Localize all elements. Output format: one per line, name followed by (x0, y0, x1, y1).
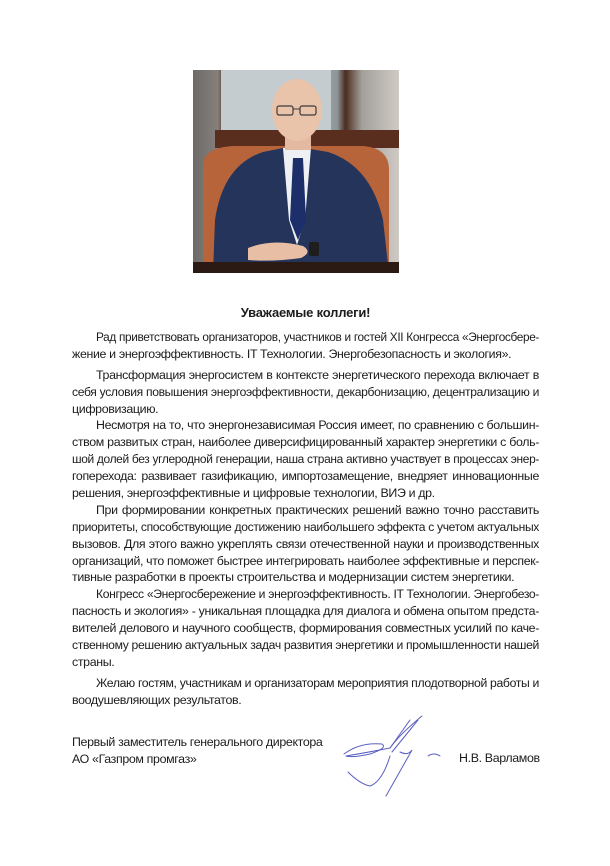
text-line: ством развитых стран, наиболее диверсифицированный характер энергетики с боль- (72, 435, 539, 450)
paragraph (72, 367, 539, 418)
paragraph (72, 329, 539, 363)
hands (248, 242, 308, 260)
text-line: воодушевляющих результатов. (72, 692, 242, 707)
text-line: решения, энергоэффективные и цифровые технологии, ВИЭ и др. (72, 486, 435, 501)
text-line: вителей делового и научного сообществ, формирования совместных усилий по каче- (72, 621, 539, 636)
text-line: тивные разработки в проекты строительства и модернизации систем энергетики. (72, 570, 515, 585)
text-line: Трансформация энергосистем в контексте энергетического перехода включает в (96, 367, 539, 382)
text-line: При формировании конкретных практических решений важно точно расставить (96, 502, 539, 517)
text-line: жение и энергоэффективность. IT Технологии. Энергобезопасность и экология». (72, 346, 512, 361)
letter-body (72, 329, 539, 709)
signer-company: АО «Газпром промгаз» (72, 752, 197, 766)
text-line: страны. (72, 654, 115, 669)
portrait-illustration (193, 70, 399, 273)
portrait-photo (193, 70, 399, 273)
text-line: Несмотря на то, что энергонезависимая Россия имеет, по сравнению с большин- (96, 418, 539, 433)
text-line: шой долей без углеродной генерации, наша страна активно участвует в процессах энер- (72, 452, 539, 467)
signer-title: Первый заместитель генерального директора (72, 735, 323, 749)
text-line: приоритеты, способствующие достижению наибольшего эффекта с учетом актуальных (72, 519, 539, 534)
letter-heading: Уважаемые коллеги! (240, 305, 371, 320)
paragraph (72, 502, 539, 586)
text-line: Рад приветствовать организаторов, участников и гостей XII Конгресса «Энергосбере- (96, 330, 539, 344)
signer-position (72, 734, 322, 768)
text-line: гоперехода: развивает газификацию, импортозамещение, внедряет инновационные (72, 469, 539, 484)
signer-name: Н.В. Варламов (459, 751, 540, 765)
text-line: организаций, что поможет быстрее интегрировать наиболее эффективные и перспек- (72, 553, 539, 568)
handwritten-signature (330, 712, 450, 802)
paragraph (72, 586, 539, 670)
text-line: Желаю гостям, участникам и организаторам мероприятия плодотворной работы и (96, 675, 539, 690)
paragraph (72, 675, 539, 709)
text-line: себя условия повышения энергоэффективности, декарбонизацию, децентрализацию и (72, 384, 539, 399)
signature-stroke (428, 754, 440, 756)
text-line: Конгресс «Энергосбережение и энергоэффективность. IT Технологии. Энергобезо- (96, 587, 539, 602)
watch (309, 242, 319, 256)
head (272, 79, 322, 141)
text-line: пасность и экология» - уникальная площадка для диалога и обмена опытом предста- (72, 604, 539, 619)
signature-stroke (346, 720, 410, 756)
paragraph (72, 417, 539, 501)
desk (193, 262, 399, 273)
signature-stroke (348, 756, 390, 786)
signature-stroke (392, 720, 418, 752)
text-line: вызовов. Для этого важно укреплять связи отечественной науки и производственных (72, 536, 539, 551)
text-line: ственному решению актуальных задач развития энергетики и промышленности нашей (72, 638, 539, 653)
text-line: цифровизацию. (72, 401, 159, 416)
